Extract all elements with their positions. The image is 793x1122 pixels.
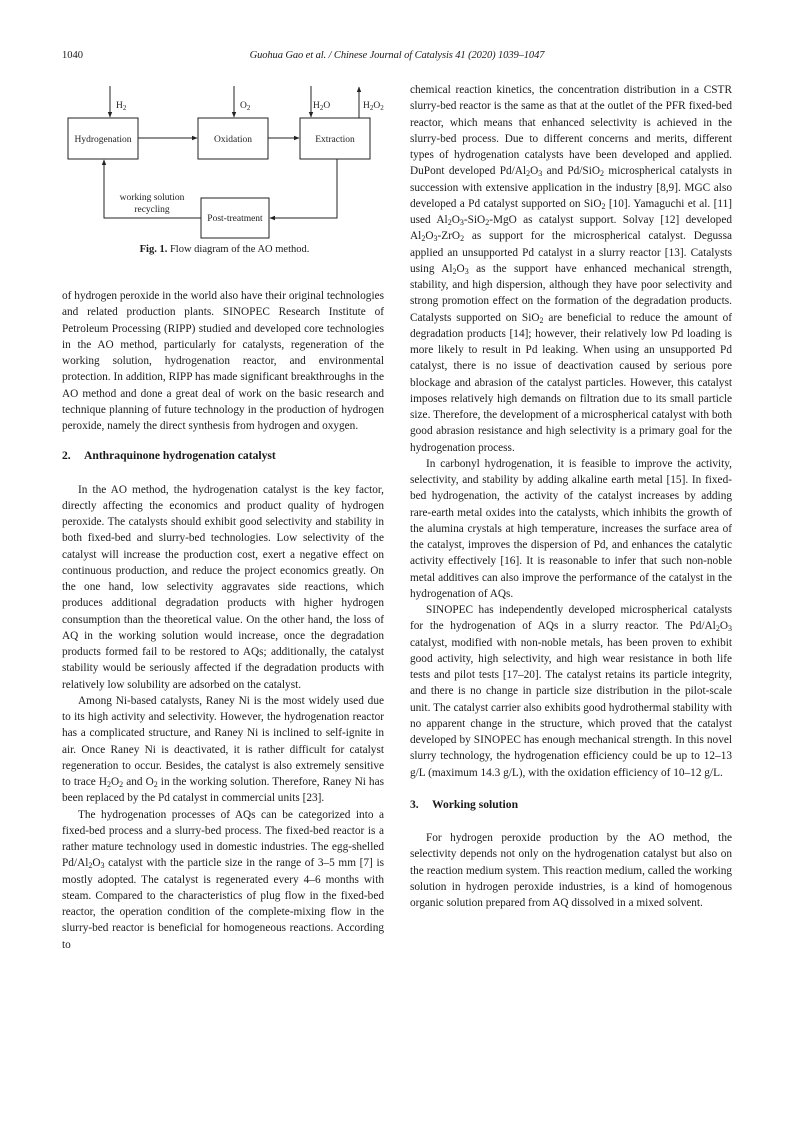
figure-1 xyxy=(62,86,387,264)
h2o2-label: $H_2O_2$ xyxy=(363,101,384,112)
h2-label: $H_2$ xyxy=(116,101,127,112)
right-column xyxy=(410,82,732,911)
paragraph-carbonyl: In carbonyl hydrogenation, it is feasible to improve the activity, selectivity, and stability by adding alkaline earth metal [15]. In fixed-bed hydrogenation, the activity of the catalyst increases by adding rare-earth metal oxides into the catalysts, which inhibits the growth of the alumina crystals at high temperature, increases the surface area of the catalyst, improves the dispersion of Pd, and enhances the catalytic activity effectively [16]. It is reasonable to infer that such non-noble metal additives can also improve the performance of the catalyst in the hydrogenation of AQs. xyxy=(410,457,732,600)
o2-label: $O_2$ xyxy=(240,101,251,112)
running-title: Guohua Gao et al. / Chinese Journal of Catalysis 41 (2020) 1039–1047 xyxy=(249,50,545,61)
oxidation-label: Oxidation xyxy=(214,135,252,145)
section-2-heading: 2. Anthraquinone hydrogenation catalyst xyxy=(62,449,276,463)
paragraph-sinopec: SINOPEC has independently developed microspherical catalysts for the hydrogenation of AQs in a slurry reactor. The $Pd/Al_2O_3$ catalyst, modified with non-noble metals, has been proven to exhibit good activity, high selectivity, and high wear resistance in both life tests and pilot tests [17–20]. The catalyst retains its particle integrity, and there is no change in particle size distribution in the pilot-scale unit. The catalyst carrier also exhibits good hydrothermal stability with no apparent change in the structure, which proved that the catalyst developed by SINOPEC has enough mechanical strength. In this novel slurry technology, the hydrogenation efficiency could be up to 12–13 g/L (maximum 14.3 g/L), with the oxidation efficiency of 10–12 g/L. xyxy=(410,604,732,779)
section-2-paragraph-3: The hydrogenation processes of AQs can be categorized into a fixed-bed process and a slurry-bed process. The fixed-bed reactor is a rather mature technology used in domestic industries. The egg-shelled $Pd/Al_2O_3$ catalyst with the particle size in the range of 3–5 mm [7] is mostly adopted. The catalyst is regenerated every 4–6 months with steam. Compared to the characteristics of plug flow in the fixed-bed reactor, the operation condition of the complete-mixing flow in the slurry-bed reactor is beneficial for homogeneous reactions. According to xyxy=(62,808,384,951)
recycle-label-line1: working solution xyxy=(119,193,185,203)
section-2-paragraph-2: Among Ni-based catalysts, Raney Ni is the most widely used due to its high activity and selectivity. However, the hydrogenation reactor has a complicated structure, and Raney Ni is inclined to self-ignite in air. Once Raney Ni is deactivated, it is rather difficult for catalyst regeneration to occur. Besides, the catalyst is also extremely sensitive to trace $H_2O_2$ and $O_2$ in the working solution. Therefore, Raney Ni has been replaced by the Pd catalyst in commercial units [23]. xyxy=(62,694,384,805)
page-header xyxy=(62,50,732,64)
flow-diagram xyxy=(62,86,387,241)
section-3-heading: 3. Working solution xyxy=(410,797,519,811)
h2o-label: $H_2O$ xyxy=(313,101,331,112)
hydrogenation-label: Hydrogenation xyxy=(74,135,132,145)
extraction-to-post-treatment-arrow xyxy=(270,159,337,218)
figure-caption-text: Flow diagram of the AO method. xyxy=(167,244,310,255)
extraction-label: Extraction xyxy=(315,135,355,145)
page-number: 1040 xyxy=(62,50,83,61)
left-column xyxy=(62,288,384,953)
paragraph-continued: chemical reaction kinetics, the concentration distribution in a CSTR slurry-bed reactor is the same as that at the outlet of the PFR fixed-bed reactor, which means that enhanced selectivity is achieved in the slurry-bed process. Due to different concerns and merits, different types of hydrogenation catalysts have been developed and applied. DuPont developed $Pd/Al_2O_3$ and Pd/SiO$_2$ microspherical catalysts in succession with extensive application in the industry [8,9]. MGC also developed a Pd catalyst supported on SiO$_2$ [10]. Yamaguchi et al. [11] used $Al_2O_3-SiO_2$-MgO as catalyst support. Solvay [12] developed $Al_2O_3-ZrO_2$ as support for the microspherical catalyst. Degussa applied an unsupported Pd catalyst in a slurry reactor [13]. Catalysts using $Al_2O_3$ as the support have enhanced mechanical strength, stability, and high dispersion, although they have poor selectivity and strong promotion effect on the formation of the degradation products. Catalysts supported on SiO$_2$ are beneficial to reduce the amount of degradation products [14]; however, their relatively low Pd loading is more likely to result in Pd leaking. When using an unsupported Pd catalyst, there is no issue of deactivation caused by serious pore blockage and abrasion of the catalyst particles. However, this catalyst imposes relatively high demands on filtration due to its small particle size. Therefore, the development of a microspherical catalyst with both good abrasion resistance and high selectivity is a primary goal for the hydrogenation process. xyxy=(410,84,733,454)
paragraph-intro: of hydrogen peroxide in the world also have their original technologies and related production plants. SINOPEC Research Institute of Petroleum Processing (RIPP) studied and developed core technologies in the AO method, particularly for catalysts, regeneration of the working solution, hydrogenation reactor, and environmental protection. In addition, RIPP has made significant breakthroughs in the AO method and done a great deal of work on the basic research and technique planning of future technology in the production of hydrogen peroxide, namely the direct synthesis from hydrogen and oxygen. xyxy=(62,290,384,432)
figure-caption-label: Fig. 1. xyxy=(139,244,168,255)
section-3-paragraph-1: For hydrogen peroxide production by the AO method, the selectivity depends not only on the hydrogenation catalyst but also on the reaction medium system. This reaction medium, called the working solution in hydrogen peroxide industries, is a kind of homogenous organic solution prepared from AQ dissolved in a mixed solvent. xyxy=(410,832,732,909)
post-treatment-label: Post-treatment xyxy=(207,214,263,224)
figure-caption xyxy=(62,244,387,255)
section-2-paragraph-1: In the AO method, the hydrogenation catalyst is the key factor, directly affecting the economics and product quality of hydrogen peroxide. The catalysts should exhibit good selectivity and stability in both fixed-bed and slurry-bed technologies. Low selectivity of the catalyst will increase the production cost, exert a negative effect on continuous production, and reduce the project economics greatly. On the one hand, low selectivity aggravates side reactions, which produces additional degradation products with higher hydrogen consumption than the theoretical value. On the other hand, the loss of AQ in the working solution would increase, once the degradation products formed fail to be restored to AQs; additionally, the catalyst stability would be seriously affected if the degradation products with relatively low solubility are adsorbed on the catalyst. xyxy=(62,483,384,691)
recycle-label-line2: recycling xyxy=(134,205,170,215)
